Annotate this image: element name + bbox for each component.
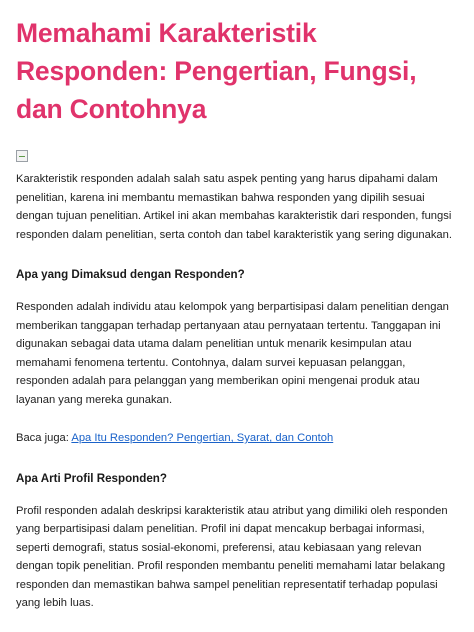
read-more [16,429,456,448]
read-more-label: Baca juga: [16,432,72,444]
section-heading-responden: Apa yang Dimaksud dengan Responden? [16,268,245,281]
article-title: Memahami Karakteristik Responden: Pengertian, Fungsi, dan Contohnya [16,18,417,124]
read-more-link[interactable]: Apa Itu Responden? Pengertian, Syarat, dan Contoh [71,432,334,444]
article [16,14,456,613]
broken-image-icon [16,150,28,162]
section-body-responden: Responden adalah individu atau kelompok yang berpartisipasi dalam penelitian dengan memberikan tanggapan terhadap pertanyaan atau pernyataan tertentu. Tanggapan ini digunakan sebagai data utama dalam penelitian untuk menarik kesimpulan atau memahami fenomena tertentu. Contohnya, dalam survei kepuasan pelanggan, responden adalah para pelanggan yang memberikan opini mengenai produk atau layanan yang mereka gunakan. [16,301,449,406]
section-heading-profil: Apa Arti Profil Responden? [16,471,167,485]
section-body-profil: Profil responden adalah deskripsi karakteristik atau atribut yang dimiliki oleh responden yang berpartisipasi dalam penelitian. Profil ini dapat mencakup berbagai informasi, seperti demografi, status sosial-ekonomi, preferensi, atau kebiasaan yang relevan dengan topik penelitian. Profil responden membantu peneliti memahami latar belakang responden dan memastikan bahwa sampel penelitian representatif terhadap populasi yang lebih luas. [16,504,448,609]
intro-paragraph: Karakteristik responden adalah salah satu aspek penting yang harus dipahami dalam penelitian, karena ini membantu memastikan bahwa responden yang dipilih sesuai dengan tujuan penelitian. Artikel ini akan membahas karakteristik dari responden, fungsi responden dalam penelitian, serta contoh dan tabel karakteristik yang sering digunakan. [16,173,452,241]
